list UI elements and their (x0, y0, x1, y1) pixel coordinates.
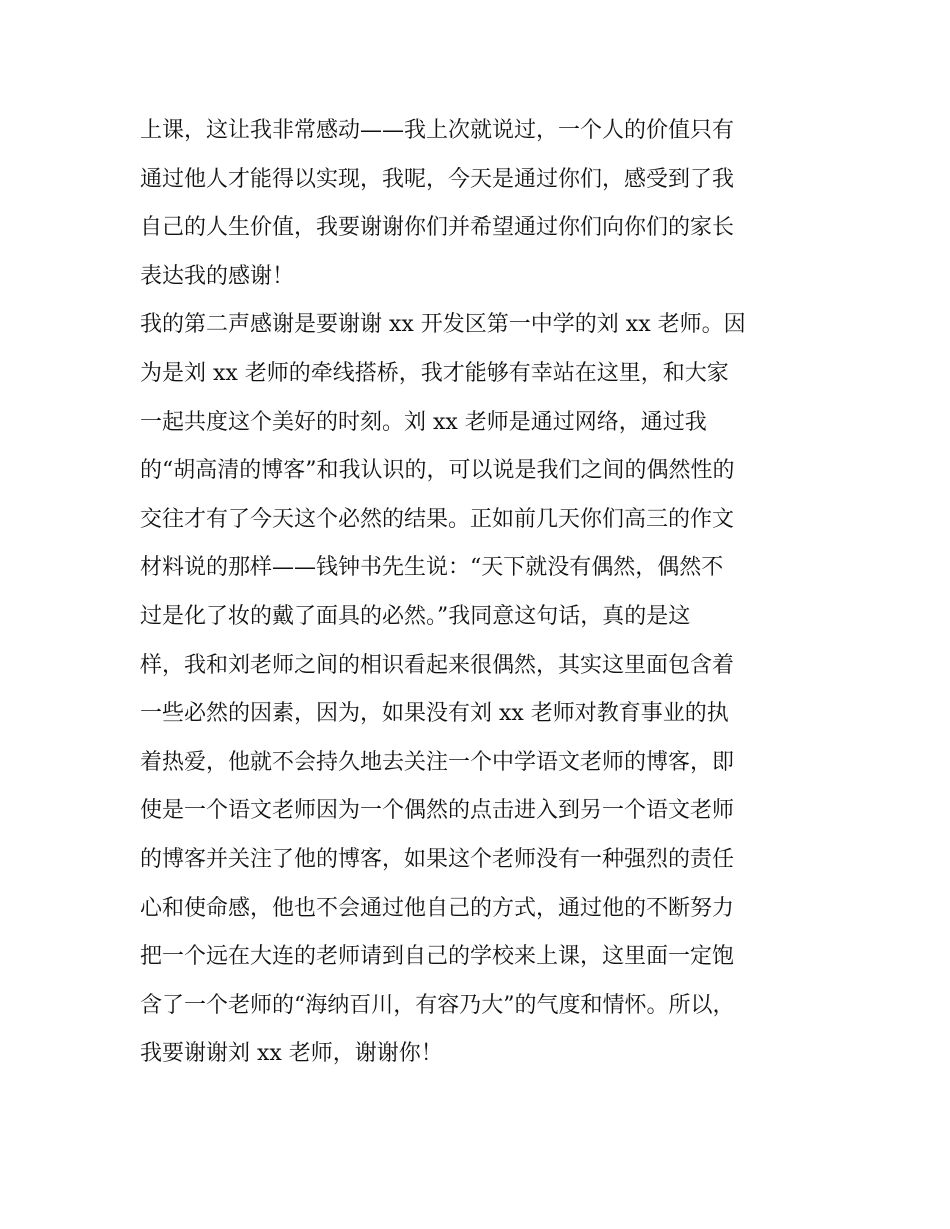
text-line: 一些必然的因素，因为，如果没有刘 xx 老师对教育事业的执 (140, 701, 729, 727)
document-body-text (140, 107, 820, 1079)
text-line: 上课，这让我非常感动——我上次就说过，一个人的价值只有 (140, 118, 735, 143)
text-line: 心和使命感，他也不会通过他自己的方式，通过他的不断努力 (140, 895, 735, 921)
text-line: 材料说的那样——钱钟书先生说：“天下就没有偶然，偶然不 (140, 555, 724, 581)
text-line: 着热爱，他就不会持久地去关注一个中学语文老师的博客，即 (140, 749, 735, 775)
text-line: 表达我的感谢！ (140, 263, 295, 289)
text-line: 一起共度这个美好的时刻。刘 xx 老师是通过网络，通过我 (140, 409, 707, 435)
text-line: 我要谢谢刘 xx 老师，谢谢你！ (140, 1041, 443, 1067)
text-line: 把一个远在大连的老师请到自己的学校来上课，这里面一定饱 (140, 944, 735, 970)
text-line: 为是刘 xx 老师的牵线搭桥，我才能够有幸站在这里，和大家 (140, 360, 729, 386)
text-line: 的“胡高清的博客”和我认识的，可以说是我们之间的偶然性的 (140, 458, 735, 484)
text-line: 含了一个老师的“海纳百川，有容乃大”的气度和情怀。所以， (140, 992, 735, 1018)
text-line: 使是一个语文老师因为一个偶然的点击进入到另一个语文老师 (140, 798, 735, 824)
text-line: 的博客并关注了他的博客，如果这个老师没有一种强烈的责任 (140, 846, 735, 872)
text-line: 样，我和刘老师之间的相识看起来很偶然，其实这里面包含着 (140, 652, 735, 678)
text-line: 自己的人生价值，我要谢谢你们并希望通过你们向你们的家长 (140, 215, 735, 241)
text-line: 交往才有了今天这个必然的结果。正如前几天你们高三的作文 (140, 506, 735, 532)
text-line: 通过他人才能得以实现，我呢，今天是通过你们，感受到了我 (140, 166, 735, 192)
text-line: 我的第二声感谢是要谢谢 xx 开发区第一中学的刘 xx 老师。因 (140, 312, 746, 338)
text-line: 过是化了妆的戴了面具的必然。”我同意这句话，真的是这 (140, 603, 691, 629)
